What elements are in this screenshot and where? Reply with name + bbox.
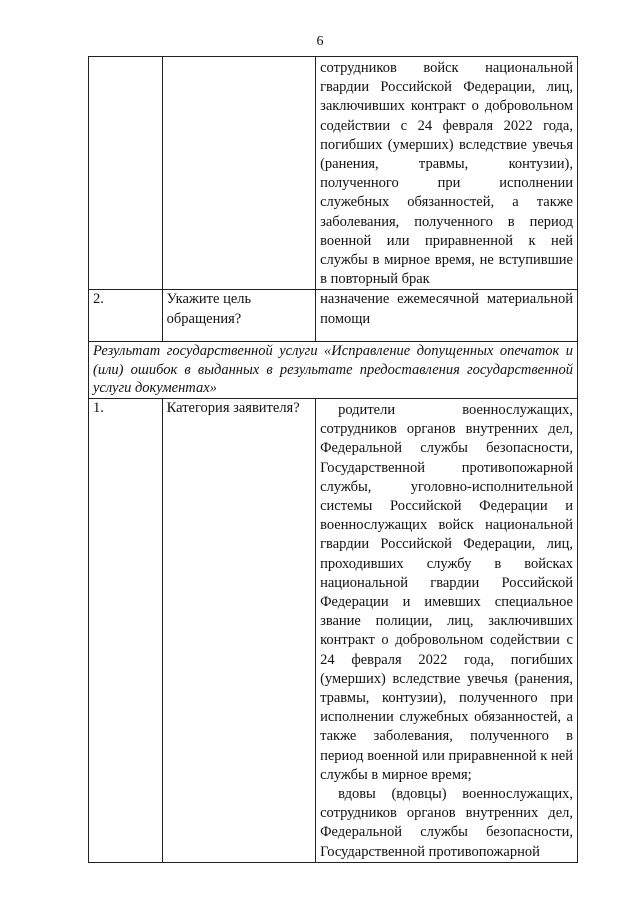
question-cell [162,57,315,290]
section-title: Результат государственной услуги «Исправление допущенных опечаток и (или) ошибок в выданных в результате предоставления государственной услуги документах» [89,342,578,399]
table-row-continued [89,57,578,290]
answer-cell [316,398,578,862]
document-table [88,56,578,863]
table-row-2 [89,290,578,342]
section-row [89,342,578,399]
answer-paragraph: вдовы (вдовцы) военнослужащих, сотрудников органов внутренних дел, Федеральной службы безопасности, Государственной противопожарной [320,786,573,860]
row-number-cell: 2. [89,290,163,342]
answer-cell: назначение ежемесячной материальной помощи [316,290,578,342]
table-row-1 [89,398,578,862]
answer-cell: сотрудников войск национальной гвардии Российской Федерации, лиц, заключивших контракт о добровольном содействии с 24 февраля 2022 года, погибших (умерших) вследствие увечья (ранения, травмы, контузии), полученного при исполнении служебных обязанностей, а также заболевания, полученного в период военной или приравненной к ней службы в мирное время, не вступившие в повторный брак [316,57,578,290]
question-cell: Категория заявителя? [162,398,315,862]
row-number-cell [89,57,163,290]
question-cell: Укажите цель обращения? [162,290,315,342]
page-number: 6 [316,34,324,49]
answer-paragraph: родители военнослужащих, сотрудников органов внутренних дел, Федеральной службы безопасности, Государственной противопожарной службы, уголовно-исполнительной системы Российской Федерации и военнослужащих войск национальной гвардии Российской Федерации, лиц, проходивших службу в войсках национальной гвардии Российской Федерации и имевших специальное звание полиции, лиц, заключивших контракт о добровольном содействии с 24 февраля 2022 года, погибших (умерших) вследствие увечья (ранения, травмы, контузии), полученного при исполнении служебных обязанностей, а также заболевания, полученного в период военной или приравненной к ней службы в мирное время; [320,401,573,783]
row-number-cell: 1. [89,398,163,862]
